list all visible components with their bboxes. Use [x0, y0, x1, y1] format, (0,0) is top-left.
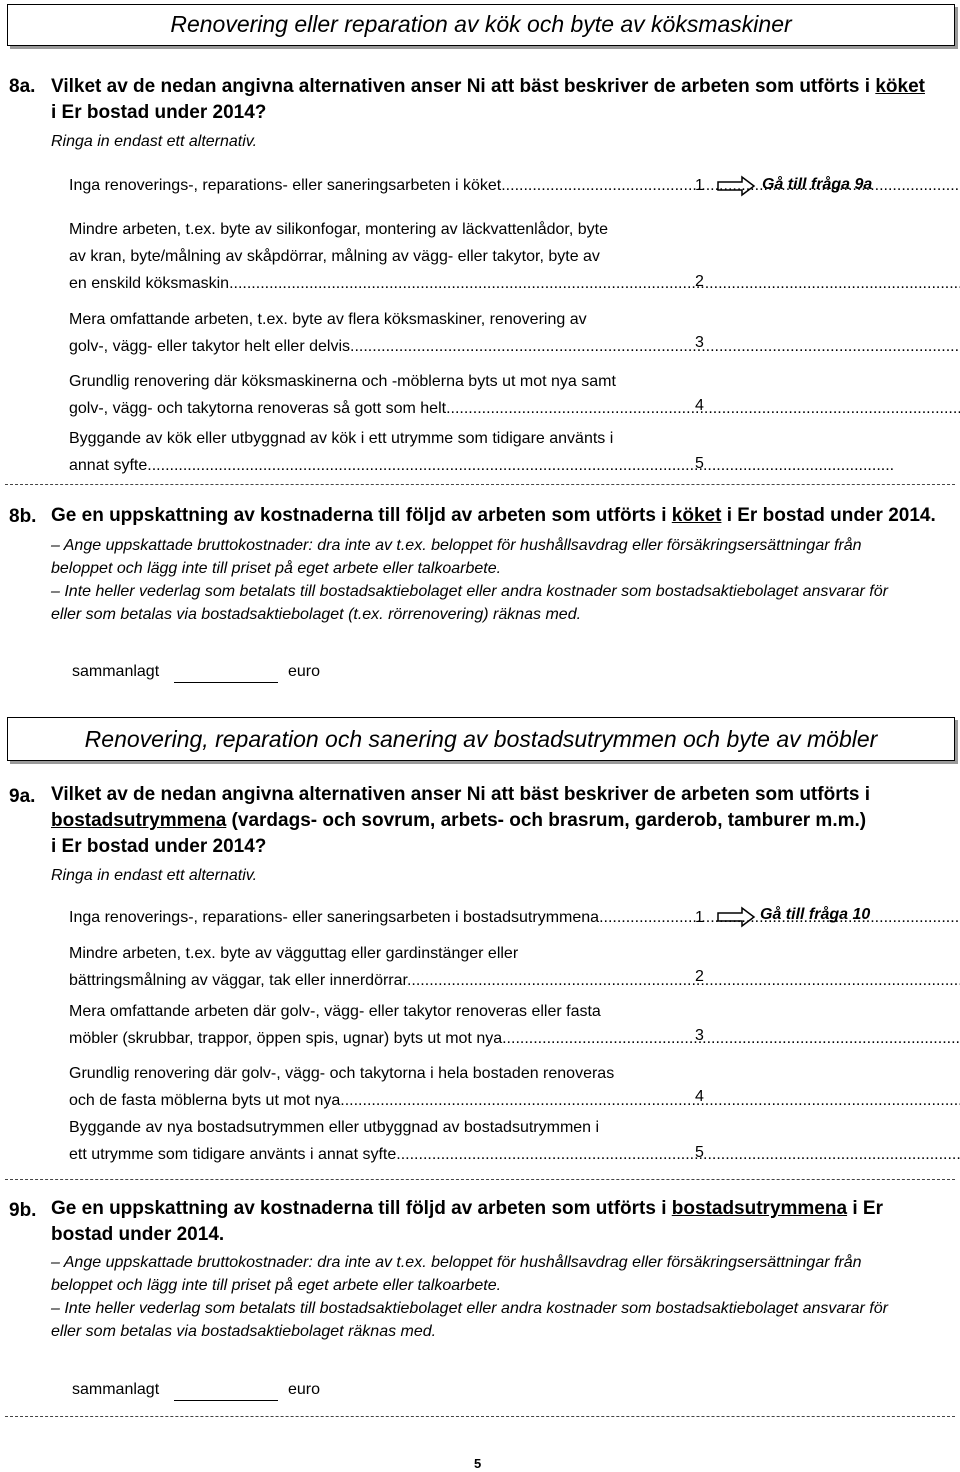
- arrow-right-icon: [716, 906, 756, 928]
- option-text: Grundlig renovering där köksmaskinerna och -möblerna byts ut mot nya samt: [69, 373, 616, 390]
- note-line: eller som betalas via bostadsaktiebolaget (t.ex. rörrenovering) räknas med.: [51, 606, 582, 623]
- question-text: [51, 782, 951, 860]
- note-line: – Ange uppskattade bruttokostnader: dra inte av t.ex. beloppet för hushållsavdrag eller försäkringsersättningar från: [51, 1254, 862, 1271]
- answer-option-3[interactable]: [69, 998, 689, 1052]
- option-code[interactable]: 3: [695, 334, 704, 351]
- sum-label: sammanlagt: [72, 663, 160, 680]
- option-text: Mindre arbeten, t.ex. byte av silikonfogar, montering av läckvattenlådor, byte: [69, 221, 608, 238]
- page-number: 5: [474, 1456, 482, 1471]
- question-text-underlined: köket: [671, 505, 722, 526]
- option-code[interactable]: 5: [695, 455, 704, 472]
- amount-input[interactable]: [174, 1384, 278, 1401]
- option-code[interactable]: 3: [695, 1027, 704, 1044]
- answer-option-1[interactable]: [69, 172, 689, 199]
- answer-option-3[interactable]: [69, 306, 689, 360]
- section-title-living-spaces: [7, 717, 955, 761]
- option-text: Mera omfattande arbeten, t.ex. byte av flera köksmaskiner, renovering av: [69, 311, 587, 328]
- question-text-part: i Er: [847, 1198, 883, 1219]
- answer-option-4[interactable]: [69, 1060, 689, 1114]
- question-text-part: i Er bostad under 2014?: [51, 836, 267, 857]
- note-line: – Inte heller vederlag som betalats till bostadsaktiebolaget eller andra kostnader som bostadsaktiebolaget ansvarar för: [51, 1300, 888, 1317]
- question-text-part: i Er bostad under 2014?: [51, 102, 267, 123]
- option-text: och de fasta möblerna byts ut mot nya: [69, 1092, 341, 1109]
- instruction: Ringa in endast ett alternativ.: [51, 133, 258, 150]
- answer-option-5[interactable]: [69, 1114, 689, 1168]
- currency-label: euro: [288, 663, 321, 680]
- question-number: 9a.: [9, 786, 36, 807]
- question-text-part: bostad under 2014.: [51, 1224, 225, 1245]
- option-code[interactable]: 4: [695, 1088, 704, 1105]
- option-code[interactable]: 4: [695, 397, 704, 414]
- question-number: 8a.: [9, 76, 36, 97]
- option-text: golv-, vägg- och takytorna renoveras så gott som helt: [69, 400, 447, 417]
- question-number: 8b.: [9, 506, 37, 527]
- instruction-note: [51, 534, 931, 626]
- question-text: [51, 1196, 951, 1248]
- question-text-part: (vardags- och sovrum, arbets- och brasrum, garderob, tamburer m.m.): [226, 810, 867, 831]
- sum-label: sammanlagt: [72, 1381, 160, 1398]
- answer-option-2[interactable]: [69, 216, 689, 297]
- option-code[interactable]: 2: [695, 968, 704, 985]
- question-text-part: i Er bostad under 2014.: [721, 505, 936, 526]
- answer-option-2[interactable]: [69, 940, 689, 994]
- question-text-part: Vilket av de nedan angivna alternativen anser Ni att bäst beskriver de arbeten som utförts i: [51, 784, 871, 805]
- note-line: – Inte heller vederlag som betalats till bostadsaktiebolaget eller andra kostnader som bostadsaktiebolaget ansvarar för: [51, 583, 888, 600]
- section-title-text: Renovering eller reparation av kök och byte av köksmaskiner: [170, 11, 792, 37]
- question-text-underlined: köket: [875, 76, 925, 97]
- skip-instruction: Gå till fråga 10: [760, 906, 871, 923]
- question-text-underlined: bostadsutrymmena: [671, 1198, 848, 1219]
- option-text: Byggande av nya bostadsutrymmen eller utbyggnad av bostadsutrymmen i: [69, 1119, 600, 1136]
- option-code[interactable]: 1: [695, 177, 704, 194]
- option-code[interactable]: 5: [695, 1144, 704, 1161]
- option-code[interactable]: 2: [695, 273, 704, 290]
- question-number: 9b.: [9, 1200, 37, 1221]
- question-text: [51, 74, 951, 126]
- option-text: ett utrymme som tidigare använts i annat syfte: [69, 1146, 397, 1163]
- option-code[interactable]: 1: [695, 909, 704, 926]
- option-text: Mera omfattande arbeten där golv-, vägg- eller takytor renoveras eller fasta: [69, 1003, 601, 1020]
- question-text-part: Ge en uppskattning av kostnaderna till följd av arbeten som utförts i: [51, 1198, 672, 1219]
- option-text: annat syfte: [69, 457, 148, 474]
- option-text: Mindre arbeten, t.ex. byte av vägguttag eller gardinstänger eller: [69, 945, 519, 962]
- note-line: – Ange uppskattade bruttokostnader: dra inte av t.ex. beloppet för hushållsavdrag eller försäkringsersättningar från: [51, 537, 862, 554]
- section-title-text: Renovering, reparation och sanering av bostadsutrymmen och byte av möbler: [84, 726, 878, 752]
- question-text-part: Vilket av de nedan angivna alternativen anser Ni att bäst beskriver de arbeten som utförts i: [51, 76, 876, 97]
- note-line: beloppet och lägg inte till priset på eget arbete eller talkoarbete.: [51, 1277, 502, 1294]
- note-line: eller som betalas via bostadsaktiebolaget räknas med.: [51, 1323, 437, 1340]
- option-text: en enskild köksmaskin: [69, 275, 230, 292]
- option-text: Grundlig renovering där golv-, vägg- och takytorna i hela bostaden renoveras: [69, 1065, 615, 1082]
- option-text: möbler (skrubbar, trappor, öppen spis, ugnar) byts ut mot nya: [69, 1030, 503, 1047]
- amount-input[interactable]: [174, 666, 278, 683]
- instruction: Ringa in endast ett alternativ.: [51, 867, 258, 884]
- option-text: golv-, vägg- eller takytor helt eller delvis: [69, 338, 351, 355]
- option-text: bättringsmålning av väggar, tak eller innerdörrar: [69, 972, 407, 989]
- arrow-right-icon: [716, 175, 756, 197]
- answer-option-5[interactable]: [69, 425, 689, 479]
- question-text-underlined: bostadsutrymmena: [51, 810, 227, 831]
- question-text-part: Ge en uppskattning av kostnaderna till följd av arbeten som utförts i: [51, 505, 672, 526]
- option-text: Inga renoverings-, reparations- eller saneringsarbeten i bostadsutrymmena: [69, 909, 600, 926]
- currency-label: euro: [288, 1381, 321, 1398]
- question-text: [51, 503, 956, 529]
- answer-option-1[interactable]: [69, 904, 689, 931]
- section-divider: [5, 1416, 955, 1417]
- note-line: beloppet och lägg inte till priset på eget arbete eller talkoarbete.: [51, 560, 502, 577]
- section-divider: [5, 1179, 955, 1180]
- instruction-note: [51, 1251, 931, 1343]
- answer-option-4[interactable]: [69, 368, 689, 422]
- option-text: Inga renoverings-, reparations- eller saneringsarbeten i köket: [69, 177, 502, 194]
- option-text: Byggande av kök eller utbyggnad av kök i ett utrymme som tidigare använts i: [69, 430, 614, 447]
- section-divider: [5, 484, 955, 485]
- section-title-kitchen: [7, 4, 955, 46]
- skip-instruction: Gå till fråga 9a: [762, 176, 873, 193]
- option-text: av kran, byte/målning av skåpdörrar, målning av vägg- eller takytor, byte av: [69, 248, 600, 265]
